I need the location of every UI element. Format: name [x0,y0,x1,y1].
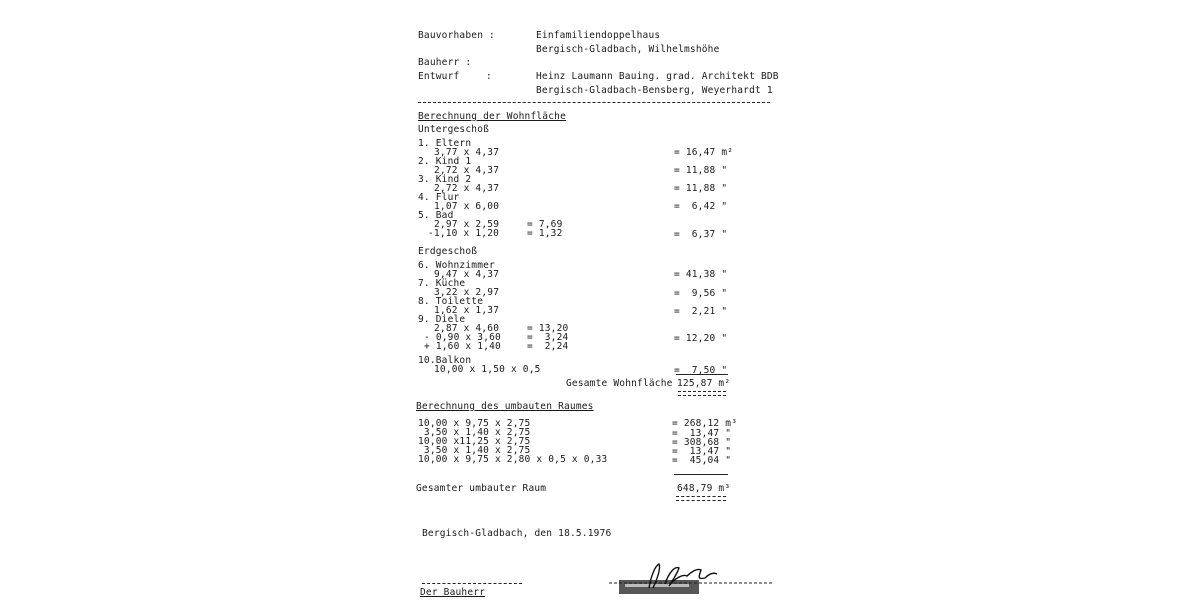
room-subtotal: = 7,69 [527,219,563,230]
entwurf-colon: : [486,71,492,82]
raum-result: = 268,12 m³ [672,418,738,429]
room-name: 2. Kind 1 [418,156,472,167]
room-calc: - 0,90 x 3,60 [424,332,501,343]
raum-calc: 3,50 x 1,40 x 2,75 [418,427,531,438]
bauherr-label: Bauherr : [418,57,472,68]
room-name: 5. Bad [418,210,454,221]
room-result: = 6,37 " [674,229,728,240]
raum-calc: 10,00 x 9,75 x 2,80 x 0,5 x 0,33 [418,454,608,465]
erdgeschoss-title: Erdgeschoß [418,246,478,257]
room-calc: 9,47 x 4,37 [434,269,500,280]
total-double-rule [676,496,726,501]
header-separator [418,102,770,103]
room-calc: 1,62 x 1,37 [434,305,500,316]
room-name: 9. Diele [418,314,466,325]
bauherr-signature-line [422,583,522,584]
raum-title: Berechnung des umbauten Raumes [416,401,594,412]
room-name: 7. Küche [418,278,466,289]
untergeschoss-title: Untergeschoß [418,124,490,135]
raum-result: = 45,04 " [672,455,732,466]
raum-result: = 13,47 " [672,428,732,439]
raum-result: = 13,47 " [672,446,732,457]
bauvorhaben-line1: Einfamiliendoppelhaus [536,30,661,41]
room-result: = 12,20 " [674,333,728,344]
room-calc: 3,22 x 2,97 [434,287,500,298]
room-calc: 3,77 x 4,37 [434,147,500,158]
wohnflaeche-total-label: Gesamte Wohnfläche [566,378,673,389]
signature-stamp [619,580,699,594]
room-name: 3. Kind 2 [418,174,472,185]
room-name: 6. Wohnzimmer [418,260,495,271]
place-date: Bergisch-Gladbach, den 18.5.1976 [422,528,612,539]
architect-signature [605,558,775,600]
entwurf-line2: Bergisch-Gladbach-Bensberg, Weyerhardt 1 [536,85,773,96]
room-subtotal: = 2,24 [527,341,569,352]
room-calc: 2,87 x 4,60 [434,323,500,334]
room-result: = 11,88 " [674,183,728,194]
room-name: 1. Eltern [418,138,472,149]
room-name: 8. Toilette [418,296,484,307]
room-result: = 7,50 " [674,365,728,376]
wohnflaeche-title: Berechnung der Wohnfläche [418,111,566,122]
bauvorhaben-label: Bauvorhaben : [418,30,495,41]
total-double-rule [678,391,726,396]
room-result: = 16,47 m² [674,147,734,158]
room-name: 4. Flur [418,192,460,203]
room-calc: 2,97 x 2,59 [434,219,500,230]
sum-rule [676,374,728,375]
room-subtotal: = 3,24 [527,332,569,343]
wohnflaeche-total-value: 125,87 m² [677,378,731,389]
room-result: = 11,88 " [674,165,728,176]
room-name: 10.Balkon [418,355,472,366]
sum-rule [674,474,728,475]
room-calc: 2,72 x 4,37 [434,165,500,176]
raum-total-value: 648,79 m³ [677,483,731,494]
room-calc: 2,72 x 4,37 [434,183,500,194]
room-subtotal: = 1,32 [527,228,563,239]
raum-calc: 3,50 x 1,40 x 2,75 [418,445,531,456]
room-subtotal: = 13,20 [527,323,569,334]
room-result: = 2,21 " [674,306,728,317]
entwurf-label: Entwurf [418,71,460,82]
bauherr-sign-label: Der Bauherr [420,587,486,598]
room-calc: + 1,60 x 1,40 [424,341,501,352]
room-calc: 1,07 x 6,00 [434,201,500,212]
bauvorhaben-line2: Bergisch-Gladbach, Wilhelmshöhe [536,44,720,55]
room-result: = 9,56 " [674,288,728,299]
raum-calc: 10,00 x11,25 x 2,75 [418,436,531,447]
raum-result: = 308,68 " [672,437,732,448]
raum-total-label: Gesamter umbauter Raum [416,483,547,494]
room-calc: 10,00 x 1,50 x 0,5 [434,364,541,375]
room-result: = 41,38 " [674,269,728,280]
room-calc: -1,10 x 1,20 [428,228,500,239]
room-result: = 6,42 " [674,201,728,212]
raum-calc: 10,00 x 9,75 x 2,75 [418,418,531,429]
entwurf-line1: Heinz Laumann Bauing. grad. Architekt BDB [536,71,779,82]
